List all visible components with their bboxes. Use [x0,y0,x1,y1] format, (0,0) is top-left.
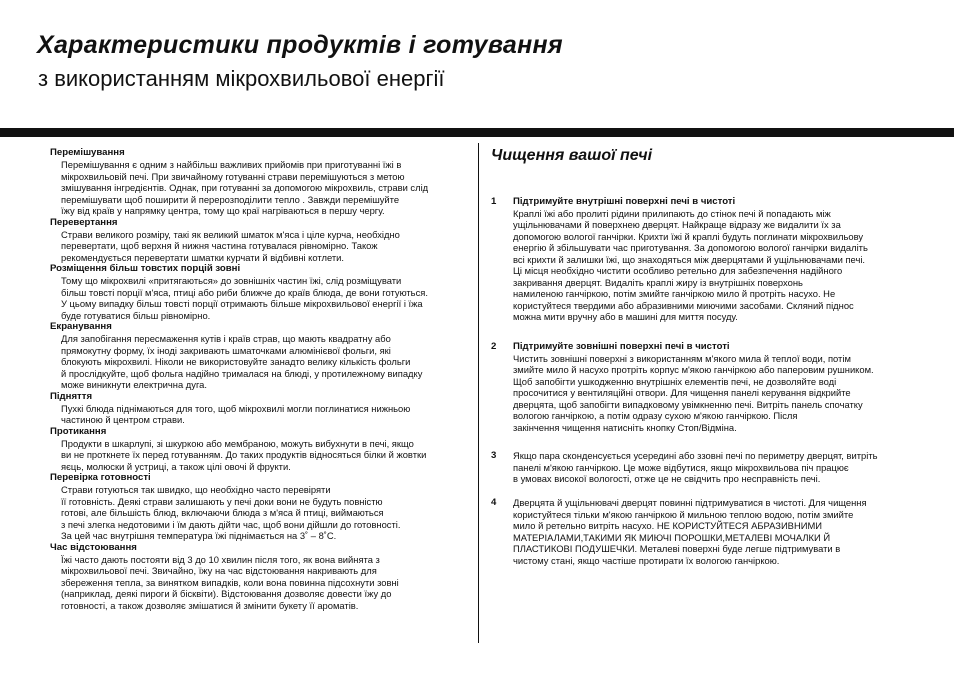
cleaning-title: Чищення вашої печі [491,147,653,164]
section-title: Протикання [50,425,107,437]
item-title: Підтримуйте зовнішні поверхні печі в чистоті [513,341,730,352]
section-body: Для запобігання пересмаження кутів і країв страв, що мають квадратну або прямокутну форму, їх іноді закривають шматочками алюмінієвої фольги, які блокують мікрохвилі. Ніколи не використовуйте занадто велику кількість фольги й прослідкуйте, щоб фольга надійно трималася на блюді, у протилежному випадку може виникнути електрична дуга. [61,333,423,390]
cleaning-item-1 [491,196,911,323]
left-column [48,147,478,611]
section-body: Перемішування є одним з найбільш важливих прийомів при приготуванні їжі в мікрохвильовій печі. При звичайному готуванні страви перемішуються з метою змішування інгредієнтів. Однак, при готуванні за допомогою мікрохвиль, страви слід перемішувати щоб поширити й перерозподілити тепло . Завжди перемішуйте їжу від країв у напрямку центра, тому що краї нагріваються в першу чергу. [61,159,429,216]
section-title: Перевертання [50,216,118,228]
section-title: Час відстоювання [50,541,137,553]
section-body: Їжі часто дають постояти від 3 до 10 хвилин після того, як вона вийнята з мікрохвильової печі. Звичайно, їжу на час відстоювання накривають для збереження тепла, за винятком випадків, коли вона повинна підсохнути зовні (наприклад, деякі пироги й бісквіти). Відстоювання дозволяє довести їжу до готовності, а також дозволяє змішатися й змінити букету її ароматів. [61,553,399,611]
section-body: Пухкі блюда піднімаються для того, щоб мікрохвилі могли поглинатися нижньою частиною й центром страви. [61,402,411,425]
cleaning-item-3 [491,450,911,485]
section-stirring [48,147,478,217]
cleaning-item-4 [491,497,911,566]
section-elevating [48,391,478,426]
section-body: Тому що мікрохвилі «притягаються» до зовнішніх частин їжі, слід розміщувати більш товсті порції м'яса, птиці або риби ближче до країв блюда, де вони готуються. У цьому випадку більш товсті порції отримають більше мікрохвильової енергії і їжа буде готуватися більш рівномірно. [61,275,428,321]
header-rule [0,128,954,137]
item-body: Краплі їжі або пролиті рідини прилипають до стінок печі й попадають між ущільнювачами й поверхнею дверцят. Найкраще відразу же видалити їх за допомогою вологої ганчірки. Крихти їжі й краплі будуть поглинати мікрохвильову енергію й збільшувати час приготування. За допомогою вологої ганчірки видаліть всі крихти й залишки їжі, що знаходяться між дверцятами й ущільнювачами печі. Ці місця необхідно чистити особливо ретельно для забезпечення надійного закривання дверцят. Видаліть краплі жиру із внутрішніх поверхонь намиленою ганчіркою, потім змийте ганчіркою мило й протріть насухо. Не користуйтеся твердими або абразивними миючими засобами. Скляний піднос можна мити вручну або в машині для миття посуду. [513,207,868,322]
item-body: Чистить зовнішні поверхні з використанням м'якого мила й теплої води, потім змийте мило й насухо протріть корпус м'якою ганчіркою або паперовим рушником. Щоб запобігти ушкодженню внутрішніх елементів печі, не дозволяйте воді просочитися у вентиляційні отвори. Для чищення панелі керування відкрийте дверцята, щоб запобігти випадковому увімкненню печі. Витріть панель спочатку вологою ганчіркою, а потім одразу сухою м'якою ганчіркою. Після закінчення чищення натисніть кнопку Стоп/Відміна. [513,352,874,433]
section-title: Екранування [50,321,112,332]
section-placement [48,263,478,321]
section-title: Перевірка готовності [50,472,151,483]
column-divider [478,143,479,643]
cleaning-item-2 [491,341,911,433]
item-number: 3 [491,450,497,461]
section-piercing [48,426,478,473]
section-body: Страви готуються так швидко, що необхідно часто перевіряти її готовність. Деякі страви залишають у печі доки вони не будуть повністю готові, але більшість блюд, включаючи блюда з м'яса й птиці, виймаються з печі злегка недотовими і їм дають дійти час, щоб вони дійшли до готовності. За цей час внутрішня температура їжі піднімається на 3˚ – 8˚C. [61,484,401,541]
section-title: Підняття [50,390,93,402]
item-number: 4 [491,497,497,508]
section-standing-time [48,542,478,612]
item-number: 1 [491,196,497,207]
section-title: Перемішування [50,147,125,158]
page-title: Характеристики продуктів і готування [37,31,563,59]
section-shielding [48,321,478,391]
item-number: 2 [491,341,497,352]
item-body: Дверцята й ущільнювачі дверцят повинні підтримуватися в чистоті. Для чищення користуйтеся тільки м'якою ганчіркою й мильною теплою водою, потім змийте мило й ретельно витріть насухо. НЕ КОРИСТУЙТЕСЯ АБРАЗИВНИМИ МАТЕРІАЛАМИ,ТАКИМИ ЯК МИЮЧІ ПОРОШКИ,МЕТАЛЕВІ МОЧАЛКИ Й ПЛАСТИКОВІ ПОДУШЕЧКИ. Металеві поверхні буде легше підтримувати в чистому стані, якщо частіше протирати їх вологою ганчіркою. [513,497,867,566]
page-subtitle: з використанням мікрохвильової енергії [38,66,445,91]
section-body: Страви великого розміру, такі як великий шматок м'яса і ціле курча, необхідно перевертати, щоб верхня й нижня частина готувалася рівномірно. Також рекомендується перевертати шматки курчати й відбивні котлети. [61,228,400,263]
section-title: Розміщення більш товстих порцій зовні [50,263,241,274]
item-title: Підтримуйте внутрішні поверхні печі в чистоті [513,196,736,207]
section-body: Продукти в шкарлупі, зі шкуркою або мембраною, можуть вибухнути в печі, якщо ви не проткнете їх перед готуванням. До таких продуктів відносяться білки й жовтки яєць, молюски й устриці, а також цілі овочі й фрукти. [61,437,427,472]
item-body: Якщо пара сконденсується усередині або ззовні печі по периметру дверцят, витріть панелі м'якою ганчіркою. Це може відбутися, якщо мікрохвильова піч працює в умовах високої вологості, отже це не свідчить про несправність печі. [513,450,878,484]
section-turning [48,217,478,264]
section-doneness [48,472,478,542]
